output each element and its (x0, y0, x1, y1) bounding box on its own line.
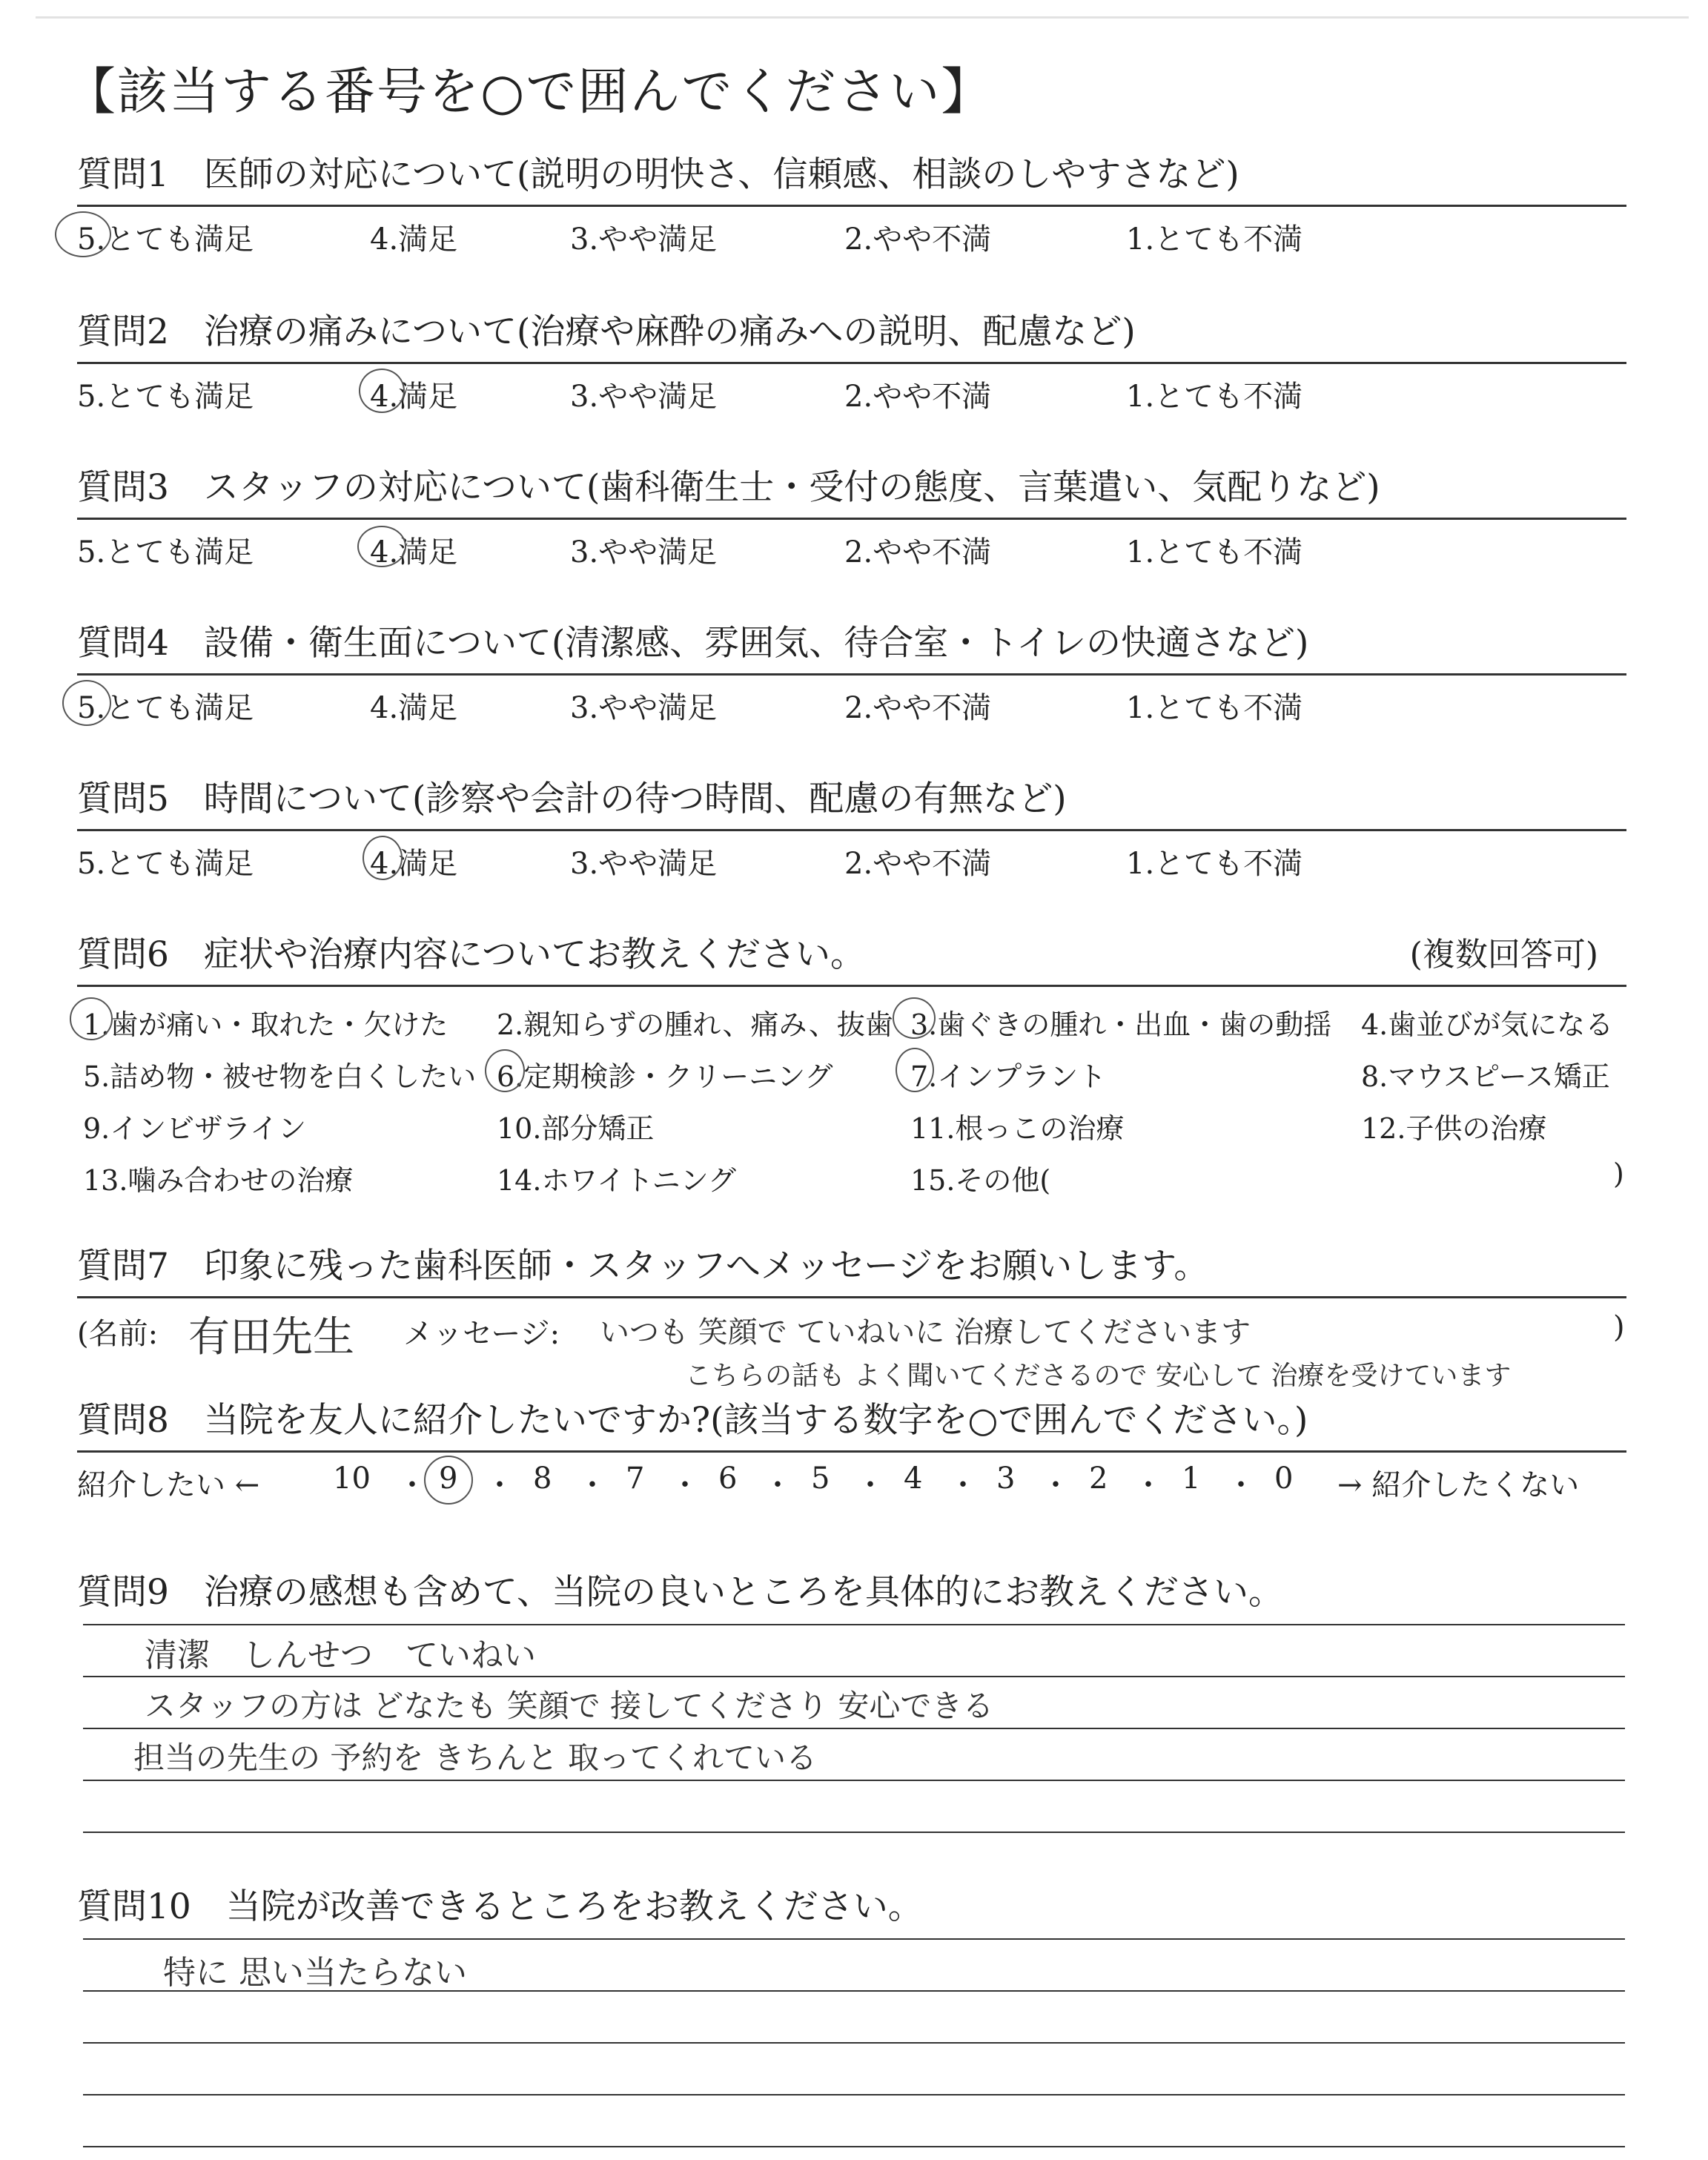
answer-circle (424, 1456, 473, 1505)
answer-line (83, 2042, 1625, 2044)
name-value[interactable]: 有田先生 (188, 1313, 354, 1361)
symptom-2[interactable]: 2.親知らずの腫れ、痛み、抜歯 (497, 1008, 893, 1041)
scale-separator: ・ (948, 1468, 978, 1502)
answer-line (83, 1624, 1625, 1625)
question-title: 質問2 治療の痛みについて(治療や麻酔の痛みへの説明、配慮など) (77, 311, 1136, 352)
multiple-answer-note: (複数回答可) (1409, 936, 1598, 974)
scale-10[interactable]: 10 (333, 1462, 371, 1496)
question-9 (77, 1566, 1626, 1619)
option-1[interactable]: 1.とても不満 (1126, 691, 1303, 725)
option-4[interactable]: 4.満足 (370, 535, 458, 569)
option-5[interactable]: 5.とても満足 (77, 222, 254, 257)
option-1[interactable]: 1.とても不満 (1126, 847, 1303, 881)
option-2[interactable]: 2.やや不満 (844, 222, 992, 257)
question-5 (77, 773, 1626, 883)
answer-line (83, 2146, 1625, 2147)
option-2[interactable]: 2.やや不満 (844, 535, 992, 569)
answer-circle (357, 526, 406, 567)
symptom-4[interactable]: 4.歯並びが気になる (1361, 1008, 1614, 1041)
scale-separator: ・ (577, 1468, 607, 1502)
symptom-9[interactable]: 9.インビザライン (83, 1112, 307, 1145)
option-1[interactable]: 1.とても不満 (1126, 380, 1303, 414)
scale-3[interactable]: 3 (996, 1462, 1016, 1496)
scale-6[interactable]: 6 (718, 1462, 738, 1496)
symptom-3[interactable]: 3.歯ぐきの腫れ・出血・歯の動揺 (910, 1008, 1332, 1041)
name-label: (名前: (77, 1317, 159, 1351)
question-title: 質問6 症状や治療内容についてお教えください。 (77, 934, 865, 975)
option-2[interactable]: 2.やや不満 (844, 691, 992, 725)
scale-separator: ・ (397, 1468, 427, 1502)
other-close-paren: ) (1613, 1157, 1624, 1190)
option-3[interactable]: 3.やや満足 (570, 535, 718, 569)
option-4[interactable]: 4.満足 (370, 847, 458, 881)
answer-circle (62, 680, 111, 726)
scale-separator: ・ (485, 1468, 514, 1502)
top-border (36, 16, 1689, 19)
option-3[interactable]: 3.やや満足 (570, 847, 718, 881)
rating-options (77, 676, 1626, 727)
option-1[interactable]: 1.とても不満 (1126, 535, 1303, 569)
answer-circle (896, 1048, 934, 1092)
answer-line (83, 1728, 1625, 1729)
rating-options (77, 207, 1626, 259)
answer-line (83, 2094, 1625, 2095)
answer-circle (363, 836, 403, 880)
symptom-8[interactable]: 8.マウスピース矯正 (1361, 1060, 1610, 1093)
rating-options (77, 831, 1626, 883)
symptom-13[interactable]: 13.噛み合わせの治療 (83, 1164, 354, 1197)
question-6 (77, 928, 1626, 1202)
symptom-7[interactable]: 7.インプラント (910, 1060, 1107, 1093)
answer-line (83, 1832, 1625, 1833)
good-point-line-2[interactable]: スタッフの方は どなたも 笑顔で 接してくださり 安心できる (145, 1688, 994, 1724)
option-5[interactable]: 5.とても満足 (77, 691, 254, 725)
question-3 (77, 461, 1626, 572)
rating-options (77, 364, 1626, 416)
question-title: 質問7 印象に残った歯科医師・スタッフへメッセージをお願いします。 (77, 1246, 1209, 1287)
option-1[interactable]: 1.とても不満 (1126, 222, 1303, 257)
scale-5[interactable]: 5 (811, 1462, 830, 1496)
option-2[interactable]: 2.やや不満 (844, 847, 992, 881)
option-2[interactable]: 2.やや不満 (844, 380, 992, 414)
scale-separator: ・ (763, 1468, 792, 1502)
scale-9[interactable]: 9 (439, 1462, 458, 1496)
question-title: 質問5 時間について(診察や会計の待つ時間、配慮の有無など) (77, 779, 1067, 819)
question-2 (77, 305, 1626, 416)
scale-7[interactable]: 7 (626, 1462, 645, 1496)
question-title: 質問4 設備・衛生面について(清潔感、雰囲気、待合室・トイレの快適さなど) (77, 623, 1309, 664)
answer-circle (893, 997, 936, 1039)
scale-0[interactable]: 0 (1274, 1462, 1294, 1496)
option-5[interactable]: 5.とても満足 (77, 847, 254, 881)
symptom-6[interactable]: 6.定期検診・クリーニング (497, 1060, 833, 1093)
answer-circle (55, 211, 111, 257)
scale-left-label: 紹介したい ← (77, 1468, 260, 1502)
symptom-10[interactable]: 10.部分矯正 (497, 1112, 655, 1145)
option-3[interactable]: 3.やや満足 (570, 380, 718, 414)
message-label: メッセージ: (403, 1317, 560, 1351)
symptom-15[interactable]: 15.その他( (910, 1164, 1051, 1197)
question-title: 質問1 医師の対応について(説明の明快さ、信頼感、相談のしやすさなど) (77, 154, 1239, 195)
answer-line (83, 1780, 1625, 1781)
option-4[interactable]: 4.満足 (370, 380, 458, 414)
page-heading: 【該当する番号を○で囲んでください】 (65, 63, 993, 122)
answer-circle (70, 997, 113, 1040)
good-point-line-3[interactable]: 担当の先生の 予約を きちんと 取ってくれている (133, 1740, 818, 1776)
question-title: 質問9 治療の感想も含めて、当院の良いところを具体的にお教えください。 (77, 1572, 1283, 1613)
answer-line (83, 1938, 1625, 1940)
question-title: 質問10 当院が改善できるところをお教えください。 (77, 1886, 923, 1927)
improvement-line-1[interactable]: 特に 思い当たらない (163, 1954, 467, 1992)
question-title: 質問3 スタッフの対応について(歯科衛生士・受付の態度、言葉遣い、気配りなど) (77, 467, 1380, 508)
scale-1[interactable]: 1 (1182, 1462, 1201, 1496)
message-area (77, 1298, 1626, 1395)
symptom-14[interactable]: 14.ホワイトニング (497, 1164, 737, 1197)
symptom-5[interactable]: 5.詰め物・被せ物を白くしたい (83, 1060, 477, 1093)
scale-right-label: → 紹介したくない (1337, 1468, 1580, 1502)
scale-separator: ・ (670, 1468, 700, 1502)
scale-4[interactable]: 4 (904, 1462, 923, 1496)
question-7 (77, 1240, 1626, 1395)
question-title: 質問8 当院を友人に紹介したいですか?(該当する数字を○で囲んでください。) (77, 1400, 1308, 1441)
symptom-11[interactable]: 11.根っこの治療 (910, 1112, 1125, 1145)
recommend-scale (77, 1453, 1626, 1505)
scale-separator: ・ (1041, 1468, 1070, 1502)
option-4[interactable]: 4.満足 (370, 691, 458, 725)
good-point-line-1[interactable]: 清潔 しんせつ ていねい (145, 1636, 536, 1674)
answer-circle (485, 1049, 525, 1092)
rating-options (77, 520, 1626, 572)
option-5[interactable]: 5.とても満足 (77, 535, 254, 569)
message-line-1[interactable]: いつも 笑顔で ていねいに 治療してくださいます (600, 1315, 1251, 1350)
message-line-2[interactable]: こちらの話も よく聞いてくださるので 安心して 治療を受けています (685, 1361, 1512, 1391)
answer-circle (359, 369, 405, 413)
message-close-paren: ) (1613, 1310, 1625, 1344)
option-3[interactable]: 3.やや満足 (570, 691, 718, 725)
symptom-12[interactable]: 12.子供の治療 (1361, 1112, 1547, 1145)
option-5[interactable]: 5.とても満足 (77, 380, 254, 414)
scale-separator: ・ (855, 1468, 885, 1502)
symptom-1[interactable]: 1.歯が痛い・取れた・欠けた (83, 1008, 448, 1041)
scale-separator: ・ (1133, 1468, 1163, 1502)
question-10 (77, 1880, 1626, 1934)
question-8 (77, 1394, 1626, 1505)
option-3[interactable]: 3.やや満足 (570, 222, 718, 257)
question-1 (77, 148, 1626, 259)
question-4 (77, 617, 1626, 727)
symptom-options (77, 987, 1626, 1202)
scale-8[interactable]: 8 (533, 1462, 552, 1496)
answer-line (83, 1676, 1625, 1677)
option-4[interactable]: 4.満足 (370, 222, 458, 257)
scale-separator: ・ (1226, 1468, 1256, 1502)
scale-2[interactable]: 2 (1089, 1462, 1108, 1496)
